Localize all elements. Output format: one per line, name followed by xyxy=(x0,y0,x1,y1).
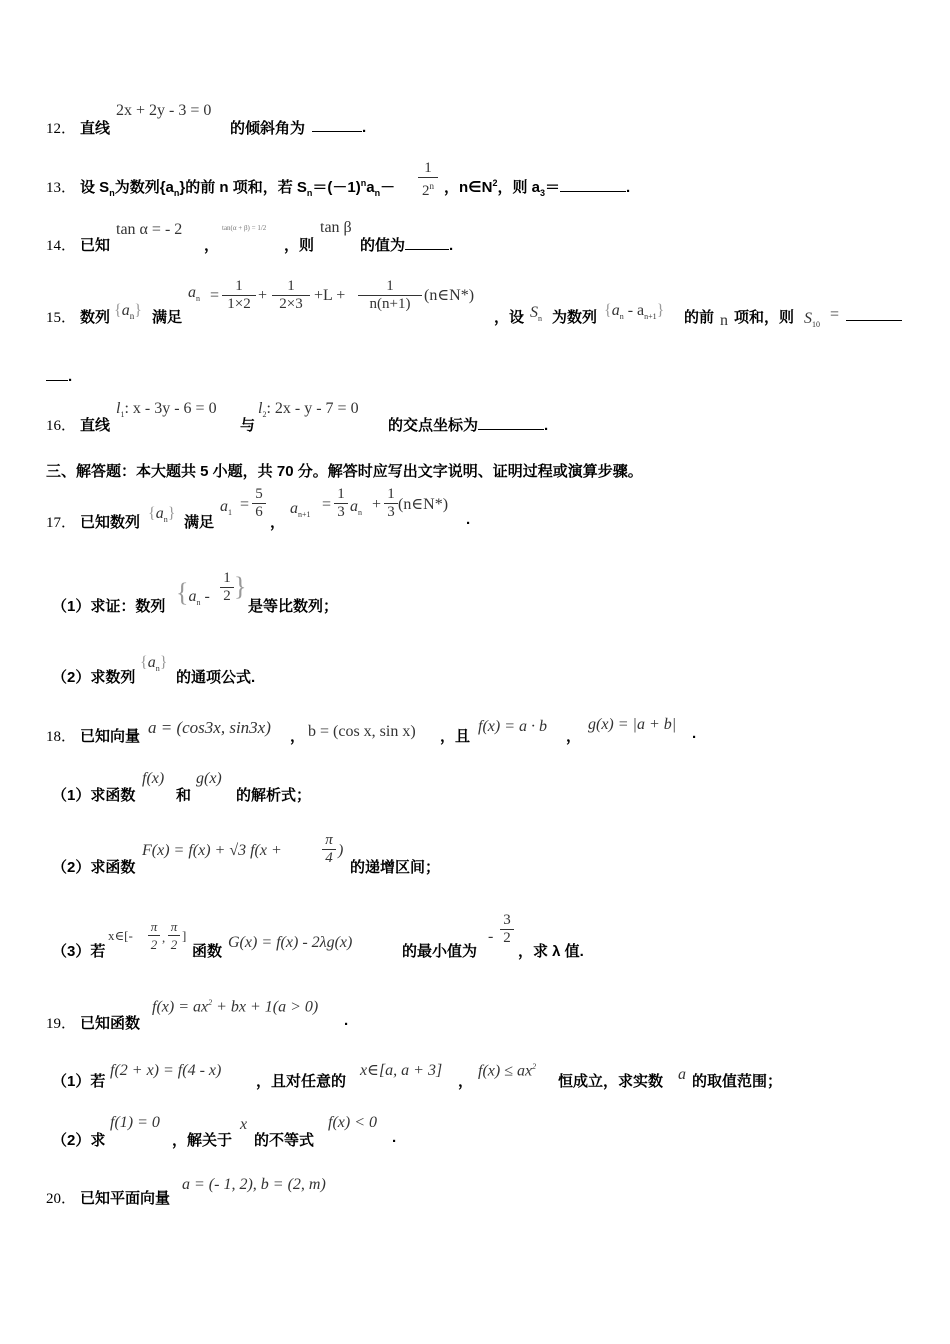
q18-and: ，且 xyxy=(440,728,471,745)
q14-then: ，则 xyxy=(284,237,315,254)
q18-vector-b: b = (cos x, sin x) xyxy=(308,723,416,740)
q16-answer-blank[interactable] xyxy=(478,415,544,430)
q18-part-3-close: ] xyxy=(182,928,187,943)
q15-frac-2: 1 2×3 xyxy=(272,278,310,313)
q18-number: 18． xyxy=(46,729,77,745)
q15-seq: $\{a_n\}$ xyxy=(114,302,142,322)
q18-part-1-f: f(x) xyxy=(142,770,165,787)
q18-part-3-comma: , xyxy=(162,930,166,945)
q18-part-1-and: 和 xyxy=(176,787,192,804)
q17-end: . xyxy=(466,511,471,528)
q13-fraction: 1 2$^n$ xyxy=(418,160,438,200)
q15-end: . xyxy=(68,368,73,385)
q18-end: . xyxy=(692,725,697,742)
q19-part-2-label: （2）求 xyxy=(52,1132,106,1149)
q19-text: 已知函数 xyxy=(80,1015,141,1032)
q18-part-3-G: G(x) = f(x) - 2λg(x) xyxy=(228,934,353,951)
q17-an1: $a_{n+1}$ xyxy=(290,500,311,520)
q17-part-1-frac: 1 2 xyxy=(220,570,234,605)
q19-part-1-ineq: $f(x) \le ax^2$ xyxy=(478,1062,537,1080)
q17-text: 已知数列 xyxy=(80,514,141,531)
section-3-heading: 三、解答题：本大题共 5 小题，共 70 分。解答时应写出文字说明、证明过程或演算步骤。 xyxy=(46,463,643,480)
q14-number: 14． xyxy=(46,238,77,254)
q17-an: $a_n$ xyxy=(350,498,362,518)
q15-answer-blank-cont[interactable] xyxy=(46,366,68,381)
q15-condition: (n∈N*) xyxy=(424,287,475,304)
q14-text: 已知 xyxy=(80,237,111,254)
q17-part-2-label: （2）求数列 xyxy=(52,669,136,686)
q18-part-1-label: （1）求函数 xyxy=(52,787,136,804)
q15-plus: + xyxy=(258,287,268,304)
q16-line-2: $l_2$: 2x - y - 7 = 0 xyxy=(258,400,359,420)
q13-answer-blank[interactable] xyxy=(560,177,626,192)
q19-part-1-comma: ， xyxy=(458,1073,474,1090)
q17-part-2-seq: $\{a_n\}$ xyxy=(140,654,168,674)
q15-number: 15． xyxy=(46,310,77,326)
q18-g-definition: g(x) = |a + b| xyxy=(588,716,677,733)
q17-part-1-seq: {$a_n$ - xyxy=(176,578,210,608)
q18-part-3-frac-2: π 2 xyxy=(168,918,180,953)
q15-n: n xyxy=(720,312,728,329)
q19-part-2-mid: ，解关于 xyxy=(172,1132,233,1149)
q18-f-definition: f(x) = a · b xyxy=(478,718,547,735)
q19-part-1-a: a xyxy=(678,1066,686,1083)
q17-equals: = xyxy=(240,496,250,513)
q18-comma-2: ， xyxy=(566,728,582,745)
q15-S10: $S_{10}$ xyxy=(804,310,820,330)
q14-equation-2: tan β xyxy=(320,219,352,236)
q15-equals-2: = xyxy=(830,306,840,323)
q19-part-2-end: . xyxy=(392,1129,397,1146)
q15-answer-blank[interactable] xyxy=(846,306,902,321)
q19-function: $f(x) = ax^2$ + bx + 1(a > 0) xyxy=(152,998,319,1016)
q18-part-3-label: （3）若 xyxy=(52,943,106,960)
q17-condition: (n∈N*) xyxy=(398,496,449,513)
q19-part-1-tail: 恒成立，求实数 xyxy=(558,1073,664,1090)
q17-satisfies: 满足 xyxy=(184,514,215,531)
q15-mid4: 项和，则 xyxy=(734,309,795,326)
q18-part-3-domain: x∈[- xyxy=(108,928,133,943)
q18-part-3-minus: - xyxy=(488,928,494,945)
q16-number: 16． xyxy=(46,418,77,434)
q16-text: 直线 xyxy=(80,417,111,434)
q17-part-1-label: （1）求证：数列 xyxy=(52,598,166,615)
q18-part-1-tail: 的解析式； xyxy=(236,787,312,804)
q15-seq2: $\{a_n - a_{n+1}\}$ xyxy=(604,302,665,322)
q18-part-3-min-frac: 3 2 xyxy=(500,912,514,947)
q17-seq: $\{a_n\}$ xyxy=(148,505,176,525)
q18-vector-a: a = (cos3x, sin3x) xyxy=(148,718,271,737)
q19-part-2-x: x xyxy=(240,1116,248,1133)
q16-tail: 的交点坐标为 . xyxy=(388,417,549,434)
q15-frac-1: 1 1×2 xyxy=(222,278,256,313)
q12-text: 直线 xyxy=(80,120,111,137)
q18-text: 已知向量 xyxy=(80,728,141,745)
q12-equation: 2x + 2y - 3 = 0 xyxy=(116,102,212,119)
q18-part-3-frac-1: π 2 xyxy=(148,918,160,953)
q15-frac-3: 1 n(n+1) xyxy=(358,278,422,313)
q19-part-2-ineq: f(x) < 0 xyxy=(328,1114,377,1131)
q17-a1: $a_1$ xyxy=(220,498,232,518)
q18-part-2-tail: 的递增区间； xyxy=(350,859,441,876)
q12-answer-blank[interactable] xyxy=(312,117,362,132)
q12-number: 12． xyxy=(46,121,77,137)
q17-part-2-tail: 的通项公式. xyxy=(176,669,256,686)
q14-tail: 的值为 . xyxy=(360,237,454,254)
q17-part-1-tail: 是等比数列； xyxy=(248,598,339,615)
q17-frac-g2: 1 3 xyxy=(384,486,398,521)
q18-part-2-label: （2）求函数 xyxy=(52,859,136,876)
q15-dots: +L + xyxy=(314,287,346,304)
q15-equals: = xyxy=(210,287,220,304)
q19-part-1-eq: f(2 + x) = f(4 - x) xyxy=(110,1062,222,1079)
q14-comma: ， xyxy=(204,237,220,254)
q14-equation-1: tan α = - 2 xyxy=(116,221,183,238)
q19-part-1-mid: ，且对任意的 xyxy=(256,1073,347,1090)
q14-small-equation: tan(α + β) = 1/2 xyxy=(222,224,267,232)
q19-end: . xyxy=(344,1012,349,1029)
q14-answer-blank[interactable] xyxy=(405,235,449,250)
q17-frac-g1: 1 3 xyxy=(334,486,348,521)
q17-plus: + xyxy=(372,496,382,513)
q19-part-1-tail-2: 的取值范围； xyxy=(692,1073,783,1090)
q18-comma: ， xyxy=(290,728,306,745)
q16-line-1: $l_1$: x - 3y - 6 = 0 xyxy=(116,400,217,420)
q13-text: 设 $S_n$为数列$\{a_n\}$的前 n 项和，若 $S_n=(-1)^na_n-$ xyxy=(80,178,396,198)
q18-part-3-tail-2: ，求 λ 值. xyxy=(518,943,584,960)
q13-tail: ，$n\in N^2$，则 $a_3=$ . xyxy=(444,178,631,198)
q15-an: $a_n$ xyxy=(188,284,200,304)
q19-part-1-interval: x∈[a, a + 3] xyxy=(360,1062,443,1079)
q19-part-2-mid-2: 的不等式 xyxy=(254,1132,315,1149)
q13-number: 13． xyxy=(46,180,77,196)
q17-equals-2: = xyxy=(322,496,332,513)
q15-satisfies: 满足 xyxy=(152,309,183,326)
q18-part-3-tail: 的最小值为 xyxy=(402,943,478,960)
q12-tail: 的倾斜角为 xyxy=(230,120,306,137)
q18-part-2-frac: π 4 xyxy=(322,832,336,867)
q15-mid: ，设 xyxy=(494,309,525,326)
q16-with: 与 xyxy=(240,417,256,434)
q17-number: 17． xyxy=(46,515,77,531)
q15-Sn: $S_n$ xyxy=(530,304,542,324)
q18-part-3-func: 函数 xyxy=(192,943,223,960)
q18-part-2-F: F(x) = f(x) + √3 f(x + xyxy=(142,842,282,859)
q19-part-1-label: （1）若 xyxy=(52,1073,106,1090)
q19-part-2-eq: f(1) = 0 xyxy=(110,1114,160,1131)
q18-part-2-close: ) xyxy=(338,842,344,859)
q15-text: 数列 xyxy=(80,309,111,326)
q20-text: 已知平面向量 xyxy=(80,1190,171,1207)
q17-part-1-brace-close: } xyxy=(234,572,247,601)
q15-mid3: 的前 xyxy=(684,309,715,326)
q18-part-1-g: g(x) xyxy=(196,770,222,787)
q20-number: 20． xyxy=(46,1191,77,1207)
q17-comma: ， xyxy=(270,514,286,531)
q17-frac-a1: 5 6 xyxy=(252,486,266,521)
q20-vectors: a = (- 1, 2), b = (2, m) xyxy=(182,1176,326,1193)
q19-number: 19． xyxy=(46,1016,77,1032)
q15-mid2: 为数列 xyxy=(552,309,598,326)
